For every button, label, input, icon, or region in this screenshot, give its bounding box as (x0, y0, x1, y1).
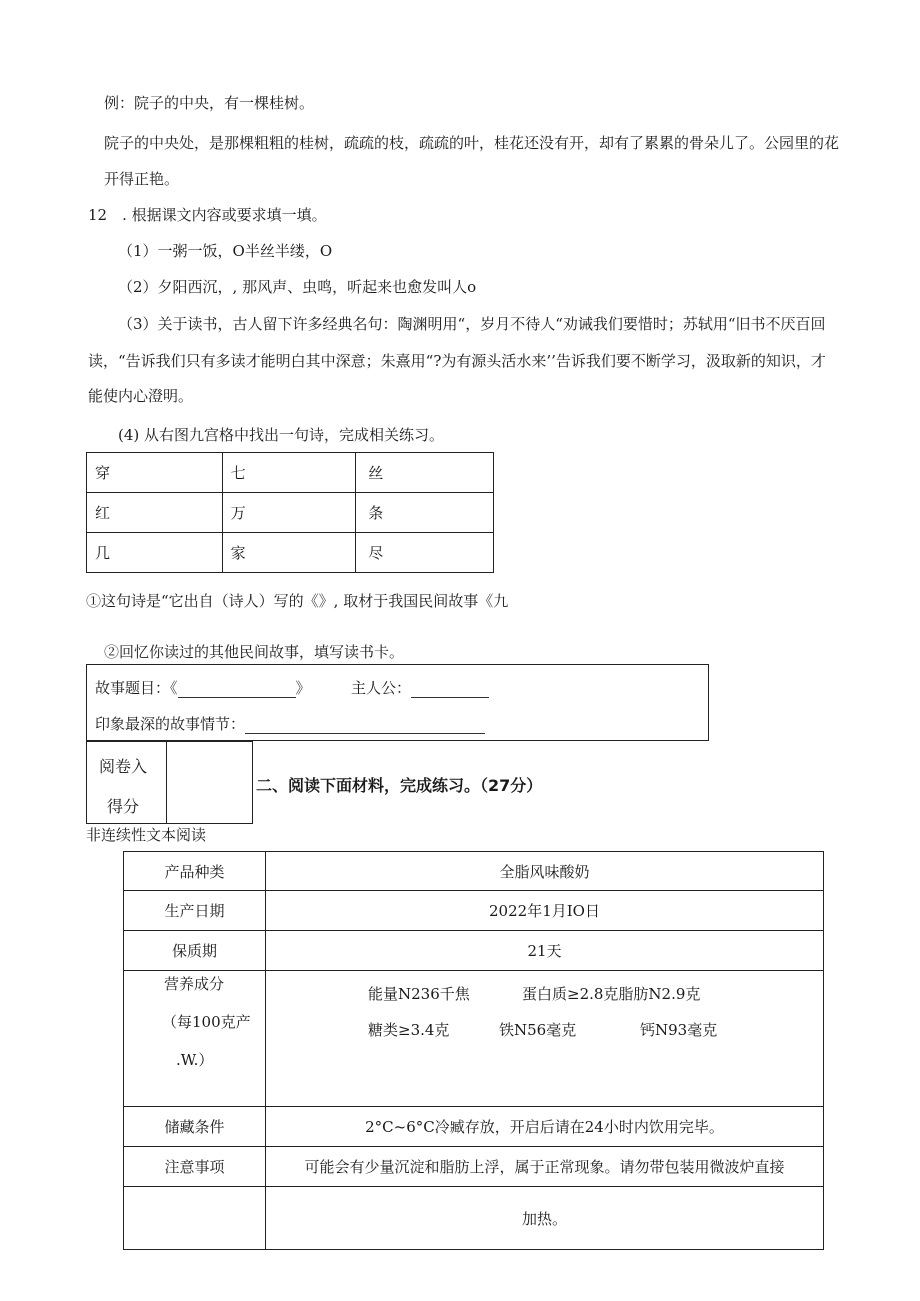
grid-cell: 红 (87, 493, 223, 533)
card-title-label: 故事题目：《 (95, 679, 178, 697)
reading-card (86, 664, 709, 741)
grid-cell: 七 (222, 453, 356, 493)
score-box-divider (166, 742, 167, 823)
score-box (86, 741, 253, 824)
row-value: 全脂风味酸奶 (266, 852, 824, 891)
example-label: 例：院子的中央，有一棵桂树。 (104, 94, 315, 112)
section-2-heading: 二、阅读下面材料，完成练习。（27分） (256, 776, 543, 795)
example-paragraph-line2: 开得正艳。 (104, 170, 180, 188)
table-row (124, 1147, 824, 1187)
grid-cell: 家 (222, 533, 356, 573)
notes-value-line1: 可能会有少量沉淀和脂肪上浮，属于正常现象。请勿带包装用微波炉直接 (266, 1147, 824, 1187)
table-row (124, 891, 824, 931)
table-row (124, 1107, 824, 1147)
grid-cell: 条 (356, 493, 494, 533)
storage-label: 储藏条件 (124, 1107, 266, 1147)
row-label: 生产日期 (124, 891, 266, 931)
nutrition-value-cell (266, 971, 824, 1107)
question-12-item-2: （2）夕阳西沉，, 那风声、虫鸣，听起来也愈发叫人o (118, 278, 477, 296)
storage-value: 2°C~6°C冷臧存放，开启后请在24小时内饮用完毕。 (266, 1107, 824, 1147)
notes-label: 注意事项 (124, 1147, 266, 1187)
row-label: 保质期 (124, 931, 266, 971)
table-row (124, 852, 824, 891)
question-12-sub-1: ①这句诗是“它出自（诗人）写的《》, 取材于我国民间故事《九 (86, 592, 509, 610)
table-row (124, 1187, 824, 1250)
nutrition-label-line1: 营养成分 (164, 975, 225, 993)
grid-cell: 万 (222, 493, 356, 533)
nutrition-label-line3: .W.） (176, 1051, 214, 1069)
nine-grid (86, 452, 494, 573)
question-12-item-4: (4) 从右图九宫格中找出一句诗，完成相关练习。 (118, 426, 445, 444)
table-row (124, 931, 824, 971)
grid-cell: 几 (87, 533, 223, 573)
card-hero-blank[interactable] (411, 683, 489, 698)
empty-cell (124, 1187, 266, 1250)
grid-cell: 穿 (87, 453, 223, 493)
nutrition-protein-fat: 蛋白质≥2.8克脂肪N2.9克 (522, 985, 701, 1003)
question-12-item-1: （1）一粥一饭，O半丝半缕，O (118, 242, 333, 260)
card-plot-label: 印象最深的故事情节： (95, 715, 246, 733)
score-box-score: 得分 (107, 797, 140, 816)
question-12-item-3-line3: 能使内心澄明。 (88, 387, 194, 405)
nutrition-label-line2: （每100克产 (162, 1013, 251, 1031)
nutrition-calcium: 钙N93毫克 (640, 1021, 718, 1039)
row-value: 2022年1月IO日 (266, 891, 824, 931)
card-plot-blank[interactable] (245, 719, 485, 734)
card-hero-label: 主人公： (351, 679, 412, 697)
table-row-nutrition (124, 971, 824, 1107)
nutrition-sugar: 糖类≥3.4克 (368, 1021, 450, 1039)
card-title-close: 》 (295, 679, 311, 697)
row-value: 21天 (266, 931, 824, 971)
nutrition-energy: 能量N236千焦 (368, 985, 470, 1003)
nutrition-label-cell (124, 971, 266, 1107)
example-paragraph-line1: 院子的中央处，是那棵粗粗的桂树，疏疏的枝，疏疏的叶，桂花还没有开，却有了累累的骨朵儿了。公园里的花 (104, 134, 840, 152)
grid-cell: 丝 (356, 453, 494, 493)
question-12-title: 12 . 根据课文内容或要求填一填。 (88, 206, 327, 224)
notes-value-line2: 加热。 (266, 1187, 824, 1250)
row-label: 产品种类 (124, 852, 266, 891)
grid-cell: 尽 (356, 533, 494, 573)
nutrition-iron: 铁N56毫克 (499, 1021, 577, 1039)
score-box-reviewer: 阅卷入 (99, 757, 148, 776)
card-title-blank[interactable] (178, 683, 296, 698)
question-12-item-3-line1: （3）关于读书，古人留下许多经典名句：陶渊明用“，岁月不待人“劝诫我们要惜时；苏轼用“旧书不厌百回 (118, 315, 826, 333)
question-12-sub-2: ②回忆你读过的其他民间故事，填写读书卡。 (104, 643, 405, 661)
product-table (123, 851, 824, 1250)
section-2-subheading: 非连续性文本阅读 (86, 826, 207, 844)
question-12-item-3-line2: 读，“告诉我们只有多读才能明白其中深意；朱熹用“?为有源头活水来’’告诉我们要不断学习，汲取新的知识，才 (88, 352, 826, 370)
